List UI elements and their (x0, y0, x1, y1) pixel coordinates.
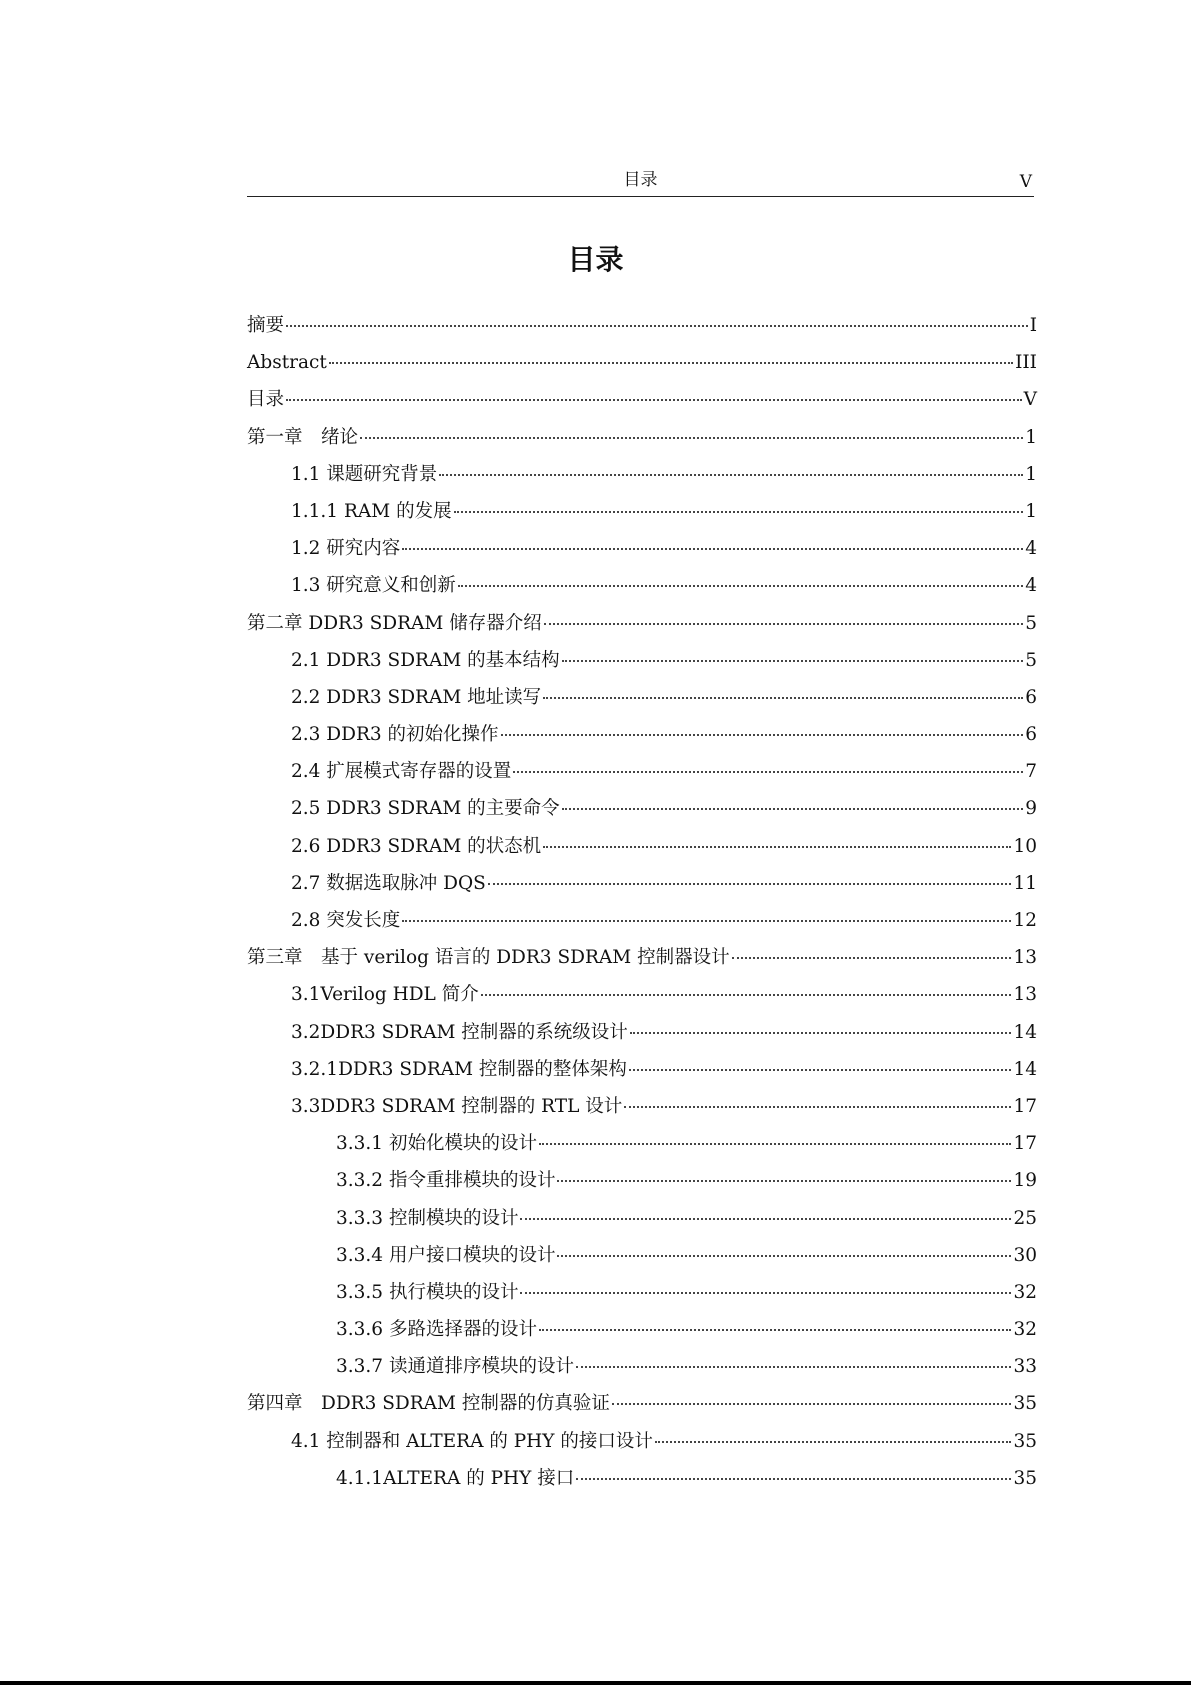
running-header-page-number: V (1019, 172, 1032, 192)
toc-entry-page-number: 11 (1013, 872, 1037, 894)
running-header (247, 170, 1034, 197)
toc-entry-page-number: III (1015, 352, 1037, 374)
toc-entry[interactable] (247, 1430, 1037, 1467)
toc-dot-leader (329, 362, 1013, 364)
toc-dot-leader (576, 1366, 1011, 1368)
toc-entry[interactable] (247, 463, 1037, 500)
toc-entry-page-number: 14 (1013, 1058, 1037, 1080)
toc-entry-page-number: 12 (1013, 910, 1037, 931)
toc-entry[interactable] (247, 797, 1037, 834)
toc-dot-leader (630, 1032, 1012, 1034)
toc-entry-label: 2.2 DDR3 SDRAM 地址读写 (291, 686, 542, 708)
toc-entry[interactable] (247, 983, 1037, 1020)
toc-entry-page-number: 35 (1013, 1393, 1037, 1415)
toc-entry-label: 3.3.2 指令重排模块的设计 (336, 1170, 556, 1192)
toc-dot-leader (544, 623, 1023, 625)
toc-dot-leader (513, 771, 1023, 773)
toc-entry-page-number: 32 (1013, 1281, 1037, 1303)
toc-dot-leader (501, 734, 1024, 736)
toc-entry[interactable] (247, 1467, 1037, 1504)
toc-entry[interactable] (247, 1095, 1037, 1132)
toc-entry[interactable] (247, 1021, 1037, 1058)
toc-entry-page-number: 32 (1013, 1319, 1037, 1341)
toc-entry-label: 3.3.3 控制模块的设计 (336, 1207, 519, 1229)
toc-entry-page-number: 9 (1025, 798, 1037, 820)
toc-dot-leader (576, 1478, 1011, 1480)
toc-entry-page-number: 19 (1013, 1170, 1037, 1192)
toc-entry[interactable] (247, 835, 1037, 872)
toc-entry-label: 2.5 DDR3 SDRAM 的主要命令 (291, 798, 560, 820)
toc-entry-page-number: 5 (1025, 649, 1037, 671)
toc-entry-label: 4.1.1ALTERA 的 PHY 接口 (336, 1467, 575, 1489)
toc-entry[interactable] (247, 1058, 1037, 1095)
toc-entry-label: 3.3.6 多路选择器的设计 (336, 1319, 537, 1341)
toc-entry-page-number: 17 (1013, 1133, 1037, 1155)
toc-entry[interactable] (247, 649, 1037, 686)
toc-entry[interactable] (247, 314, 1037, 351)
toc-entry[interactable] (247, 537, 1037, 574)
toc-entry-page-number: 33 (1013, 1356, 1037, 1378)
toc-entry[interactable] (247, 500, 1037, 537)
toc-entry-label: 2.1 DDR3 SDRAM 的基本结构 (291, 649, 560, 671)
toc-dot-leader (520, 1292, 1011, 1294)
toc-dot-leader (402, 548, 1023, 550)
toc-entry-label: 1.2 研究内容 (291, 538, 401, 560)
toc-dot-leader (539, 1143, 1011, 1145)
toc-entry[interactable] (247, 1318, 1037, 1355)
toc-entry-label: 第四章 DDR3 SDRAM 控制器的仿真验证 (247, 1393, 610, 1415)
toc-entry-label: 2.4 扩展模式寄存器的设置 (291, 761, 512, 783)
toc-entry-page-number: I (1029, 315, 1037, 336)
toc-entry[interactable] (247, 686, 1037, 723)
toc-dot-leader (732, 957, 1012, 959)
toc-entry-label: 2.7 数据选取脉冲 DQS (291, 872, 486, 894)
toc-entry-page-number: 25 (1013, 1207, 1037, 1229)
scan-bottom-edge (0, 1681, 1191, 1685)
toc-dot-leader (286, 399, 1022, 401)
toc-entry-label: 3.2DDR3 SDRAM 控制器的系统级设计 (291, 1021, 628, 1043)
toc-entry-page-number: 4 (1025, 575, 1037, 597)
toc-entry-label: 3.1Verilog HDL 简介 (291, 984, 479, 1006)
toc-entry-page-number: 5 (1025, 612, 1037, 634)
toc-dot-leader (439, 474, 1023, 476)
running-header-title: 目录 (623, 170, 658, 190)
toc-entry[interactable] (247, 760, 1037, 797)
toc-dot-leader (360, 437, 1023, 439)
toc-entry-label: 2.6 DDR3 SDRAM 的状态机 (291, 835, 542, 857)
toc-dot-leader (402, 920, 1011, 922)
toc-entry-label: 2.8 突发长度 (291, 910, 401, 931)
toc-dot-leader (629, 1069, 1012, 1071)
toc-dot-leader (624, 1106, 1011, 1108)
toc-entry-label: Abstract (247, 352, 327, 374)
page-title: 目录 (567, 243, 624, 276)
toc-entry[interactable] (247, 1132, 1037, 1169)
toc-entry-label: 1.1.1 RAM 的发展 (291, 500, 452, 522)
toc-entry-label: 2.3 DDR3 的初始化操作 (291, 724, 499, 746)
toc-entry-label: 1.3 研究意义和创新 (291, 575, 456, 597)
toc-dot-leader (655, 1441, 1012, 1443)
toc-entry[interactable] (247, 723, 1037, 760)
toc-dot-leader (488, 883, 1012, 885)
toc-dot-leader (520, 1218, 1011, 1220)
toc-entry-label: 第三章 基于 verilog 语言的 DDR3 SDRAM 控制器设计 (247, 947, 730, 969)
toc-entry[interactable] (247, 1392, 1037, 1429)
toc-entry[interactable] (247, 426, 1037, 463)
toc-dot-leader (557, 1180, 1011, 1182)
toc-entry-page-number: 17 (1013, 1095, 1037, 1117)
toc-entry[interactable] (247, 1281, 1037, 1318)
toc-entry-page-number: 13 (1013, 984, 1037, 1006)
toc-dot-leader (612, 1403, 1012, 1405)
toc-entry[interactable] (247, 1207, 1037, 1244)
toc-entry[interactable] (247, 1244, 1037, 1281)
toc-dot-leader (481, 994, 1012, 996)
toc-entry-page-number: 35 (1013, 1467, 1037, 1489)
toc-entry[interactable] (247, 909, 1037, 946)
toc-entry-page-number: 6 (1025, 724, 1037, 746)
toc-dot-leader (543, 697, 1023, 699)
toc-entry-label: 3.3.4 用户接口模块的设计 (336, 1244, 556, 1266)
toc-entry-page-number: 14 (1013, 1021, 1037, 1043)
toc-entry-label: 3.2.1DDR3 SDRAM 控制器的整体架构 (291, 1058, 627, 1080)
toc-entry-page-number: 4 (1025, 538, 1037, 560)
toc-entry-page-number: 35 (1013, 1430, 1037, 1452)
toc-entry-page-number: 30 (1013, 1244, 1037, 1266)
toc-entry-label: 目录 (247, 389, 285, 411)
toc-entry-page-number: V (1023, 389, 1037, 411)
toc-entry-page-number: 1 (1025, 426, 1037, 448)
toc-dot-leader (562, 660, 1024, 662)
toc-entry[interactable] (247, 1355, 1037, 1392)
toc-entry[interactable] (247, 612, 1037, 649)
toc-dot-leader (286, 325, 1028, 327)
toc-entry[interactable] (247, 1169, 1037, 1206)
toc-dot-leader (539, 1329, 1011, 1331)
toc-entry-page-number: 10 (1013, 835, 1037, 857)
toc-entry-label: 第一章 绪论 (247, 426, 359, 448)
toc-entry-label: 第二章 DDR3 SDRAM 储存器介绍 (247, 612, 542, 634)
toc-dot-leader (543, 846, 1011, 848)
toc-entry-page-number: 6 (1025, 686, 1037, 708)
toc-entry-label: 3.3DDR3 SDRAM 控制器的 RTL 设计 (291, 1095, 623, 1117)
toc-entry-page-number: 1 (1025, 500, 1037, 522)
toc-entry[interactable] (247, 872, 1037, 909)
toc-entry-label: 3.3.5 执行模块的设计 (336, 1281, 519, 1303)
toc-entry-label: 3.3.7 读通道排序模块的设计 (336, 1356, 574, 1378)
toc-dot-leader (557, 1255, 1011, 1257)
toc-entry-label: 1.1 课题研究背景 (291, 463, 438, 485)
toc-entry[interactable] (247, 574, 1037, 611)
toc-entry[interactable] (247, 351, 1037, 388)
toc-entry-label: 4.1 控制器和 ALTERA 的 PHY 的接口设计 (291, 1430, 653, 1452)
toc-entry[interactable] (247, 388, 1037, 425)
toc-entry-page-number: 1 (1025, 463, 1037, 485)
toc-entry[interactable] (247, 946, 1037, 983)
toc-entry-page-number: 13 (1013, 947, 1037, 969)
toc-dot-leader (454, 511, 1024, 513)
toc-entry-page-number: 7 (1025, 761, 1037, 783)
toc-entry-label: 摘要 (247, 315, 285, 336)
table-of-contents (247, 314, 1037, 1504)
toc-entry-label: 3.3.1 初始化模块的设计 (336, 1133, 537, 1155)
toc-dot-leader (458, 585, 1023, 587)
toc-dot-leader (562, 808, 1024, 810)
